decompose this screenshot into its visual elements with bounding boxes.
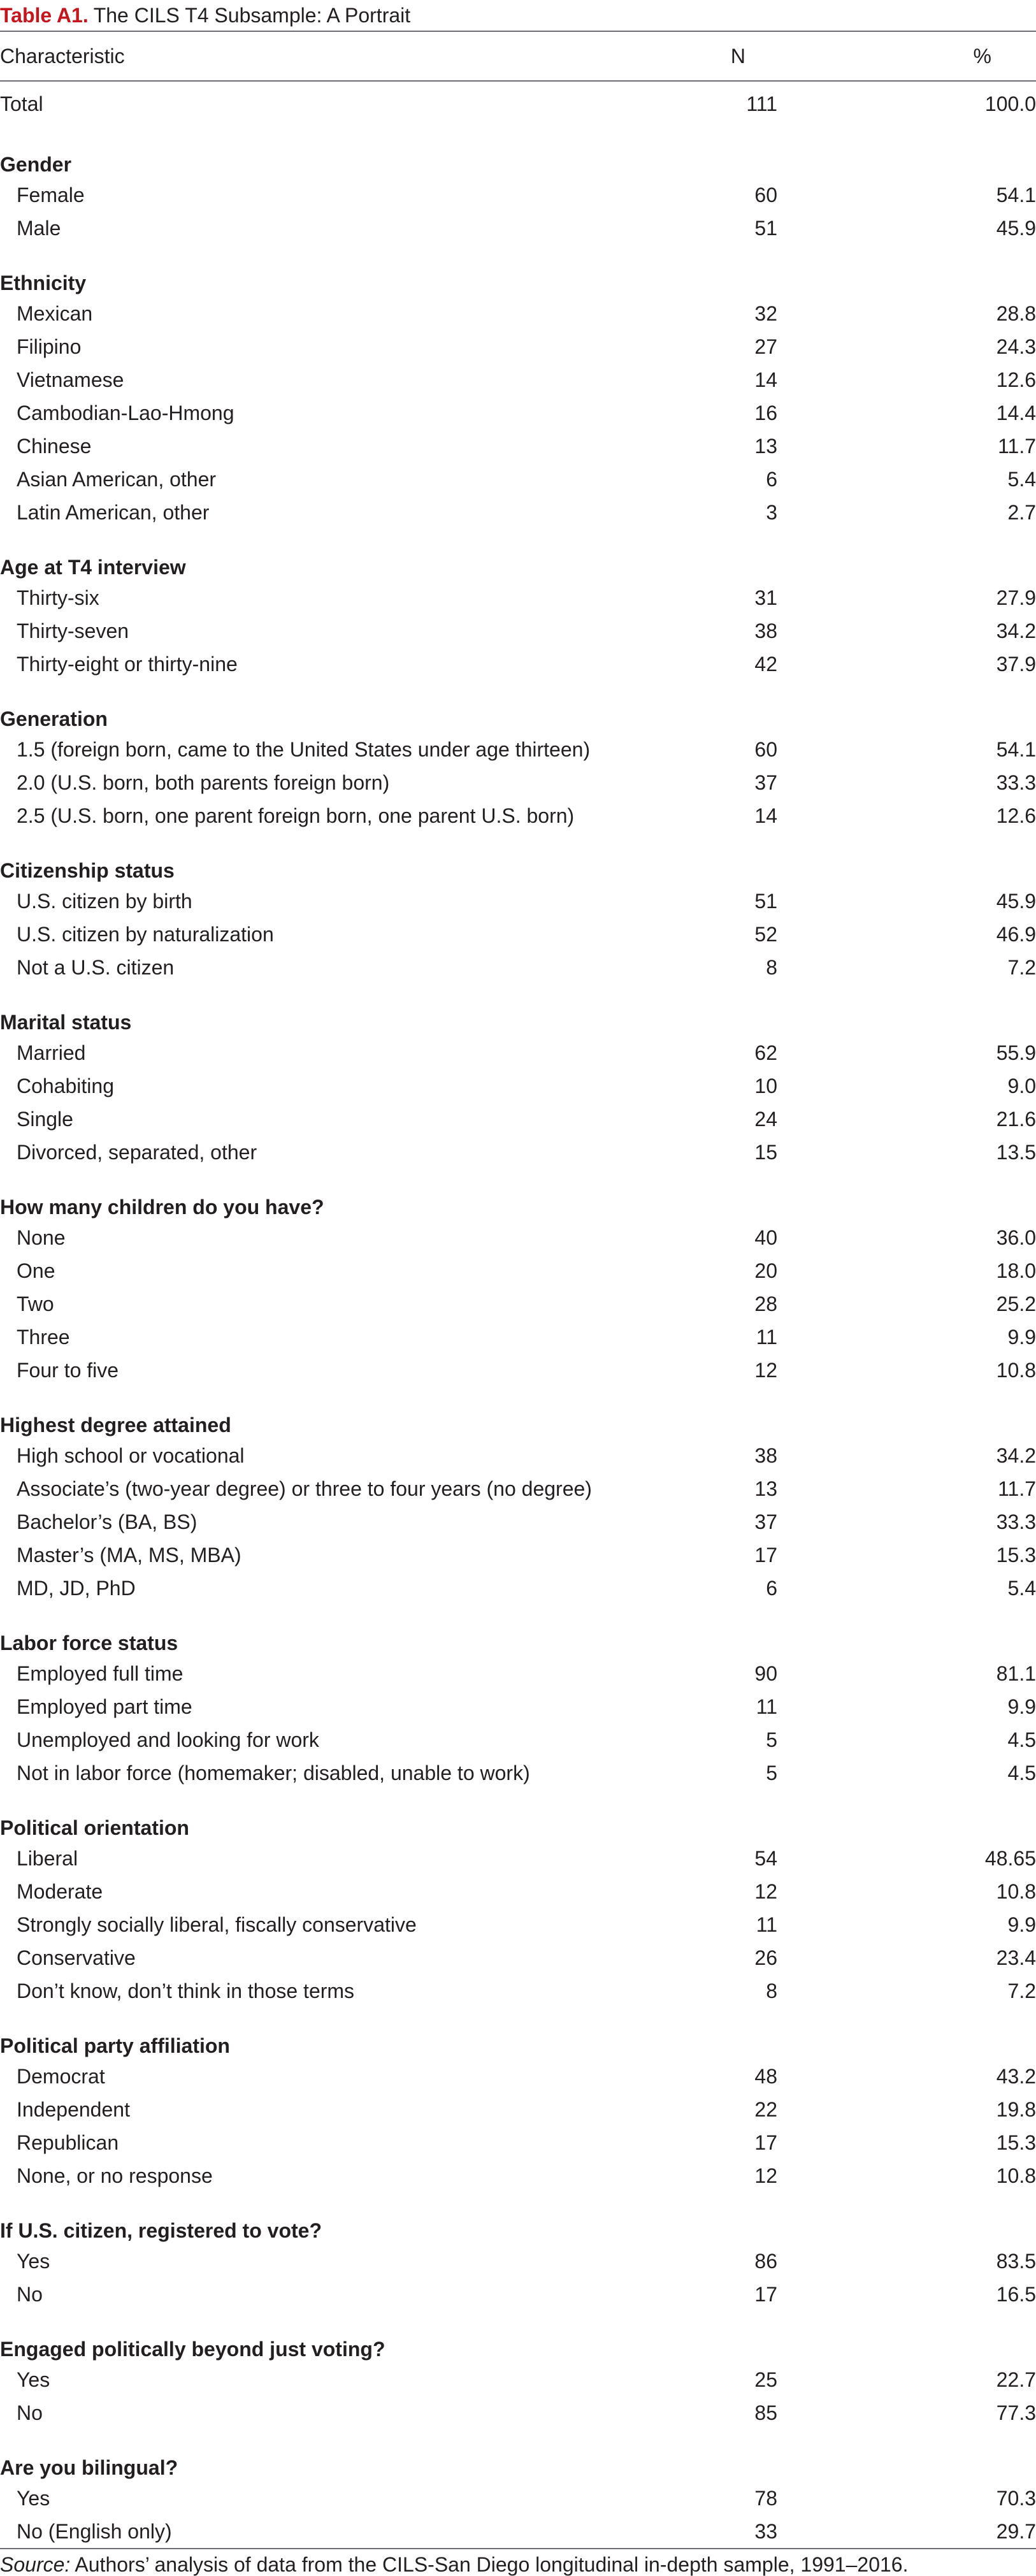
row-pct: 83.5 xyxy=(996,2250,1036,2273)
row-pct: 14.4 xyxy=(996,402,1036,424)
table-row xyxy=(0,212,1036,245)
row-n: 14 xyxy=(754,368,777,391)
row-pct: 43.2 xyxy=(996,2065,1036,2088)
table-row xyxy=(0,918,1036,951)
table-row xyxy=(0,1221,1036,1254)
row-label: Not in labor force (homemaker; disabled, unable to work) xyxy=(17,1762,530,1784)
row-label: Employed full time xyxy=(17,1662,183,1685)
row-pct: 7.2 xyxy=(1007,1979,1036,2002)
row-n: 11 xyxy=(756,1695,777,1718)
header-characteristic: Characteristic xyxy=(0,45,125,68)
table-row xyxy=(0,766,1036,799)
row-pct: 54.1 xyxy=(996,184,1036,206)
table-row xyxy=(0,1254,1036,1287)
row-n: 26 xyxy=(754,1946,777,1969)
row-pct: 10.8 xyxy=(996,1880,1036,1903)
row-n: 38 xyxy=(754,619,777,642)
row-n: 32 xyxy=(754,302,777,325)
row-label: Conservative xyxy=(17,1946,136,1969)
row-pct: 13.5 xyxy=(996,1141,1036,1164)
row-label: Republican xyxy=(17,2131,119,2154)
table-row xyxy=(0,463,1036,496)
row-pct: 4.5 xyxy=(1007,1762,1036,1784)
row-pct: 9.9 xyxy=(1007,1913,1036,1936)
total-row xyxy=(0,82,1036,126)
table-row xyxy=(0,2159,1036,2192)
row-pct: 4.5 xyxy=(1007,1728,1036,1751)
row-n: 40 xyxy=(754,1226,777,1249)
row-label: Mexican xyxy=(17,302,93,325)
table-row xyxy=(0,1472,1036,1505)
row-n: 14 xyxy=(754,804,777,827)
row-n: 17 xyxy=(754,2283,777,2306)
section-heading: Engaged politically beyond just voting? xyxy=(0,2338,385,2361)
row-pct: 15.3 xyxy=(996,1544,1036,1567)
table-title xyxy=(0,0,1036,31)
row-pct: 2.7 xyxy=(1007,501,1036,524)
row-label: Four to five xyxy=(17,1359,119,1382)
section-heading: Age at T4 interview xyxy=(0,556,186,579)
source-note xyxy=(0,2549,1036,2575)
section-heading: Political orientation xyxy=(0,1816,189,1839)
row-n: 15 xyxy=(754,1141,777,1164)
table-row xyxy=(0,2363,1036,2396)
row-pct: 46.9 xyxy=(996,923,1036,946)
row-n: 16 xyxy=(754,402,777,424)
row-label: Male xyxy=(17,217,61,240)
row-label: Not a U.S. citizen xyxy=(17,956,175,979)
row-n: 5 xyxy=(766,1728,777,1751)
section-heading: How many children do you have? xyxy=(0,1196,324,1219)
row-n: 17 xyxy=(754,1544,777,1567)
row-label: Female xyxy=(17,184,85,206)
row-pct: 36.0 xyxy=(996,1226,1036,1249)
table-row xyxy=(0,1321,1036,1354)
row-pct: 29.7 xyxy=(996,2520,1036,2543)
row-pct: 12.6 xyxy=(996,804,1036,827)
table-row xyxy=(0,1287,1036,1321)
row-pct: 45.9 xyxy=(996,217,1036,240)
row-pct: 25.2 xyxy=(996,1292,1036,1315)
table-row xyxy=(0,581,1036,614)
row-pct: 48.65 xyxy=(984,1847,1036,1870)
section-heading: Highest degree attained xyxy=(0,1414,231,1436)
row-pct: 11.7 xyxy=(998,1477,1036,1500)
table-row xyxy=(0,396,1036,430)
row-pct: 22.7 xyxy=(996,2368,1036,2391)
row-n: 90 xyxy=(754,1662,777,1685)
row-label: Associate’s (two-year degree) or three to four years (no degree) xyxy=(17,1477,592,1500)
row-pct: 5.4 xyxy=(1007,1577,1036,1600)
row-label: Independent xyxy=(17,2098,130,2121)
table-row xyxy=(0,951,1036,984)
total-n: 111 xyxy=(746,92,777,115)
table-row xyxy=(0,1657,1036,1690)
section-heading: Labor force status xyxy=(0,1632,178,1654)
row-n: 48 xyxy=(754,2065,777,2088)
row-n: 17 xyxy=(754,2131,777,2154)
table-row xyxy=(0,1842,1036,1875)
row-n: 31 xyxy=(754,586,777,609)
row-pct: 54.1 xyxy=(996,738,1036,761)
row-n: 62 xyxy=(754,1041,777,1064)
row-label: High school or vocational xyxy=(17,1444,245,1467)
row-label: No (English only) xyxy=(17,2520,172,2543)
row-pct: 34.2 xyxy=(996,1444,1036,1467)
table-row xyxy=(0,297,1036,330)
table-row xyxy=(0,2396,1036,2429)
row-label: Don’t know, don’t think in those terms xyxy=(17,1979,355,2002)
row-label: Single xyxy=(17,1108,73,1131)
row-pct: 18.0 xyxy=(996,1259,1036,1282)
table-row xyxy=(0,2060,1036,2093)
row-label: U.S. citizen by naturalization xyxy=(17,923,274,946)
row-n: 37 xyxy=(754,1510,777,1533)
table-body xyxy=(0,126,1036,2548)
row-label: Unemployed and looking for work xyxy=(17,1728,319,1751)
row-n: 22 xyxy=(754,2098,777,2121)
row-label: Cohabiting xyxy=(17,1075,114,1097)
section-heading: Ethnicity xyxy=(0,271,87,294)
row-label: One xyxy=(17,1259,55,1282)
row-label: Thirty-eight or thirty-nine xyxy=(17,653,238,676)
row-pct: 37.9 xyxy=(996,653,1036,676)
table-row xyxy=(0,885,1036,918)
row-label: Divorced, separated, other xyxy=(17,1141,257,1164)
table-row xyxy=(0,1069,1036,1103)
row-pct: 9.9 xyxy=(1007,1695,1036,1718)
row-n: 8 xyxy=(766,1979,777,2002)
row-n: 27 xyxy=(754,335,777,358)
section-heading: Generation xyxy=(0,707,108,730)
section-heading: Citizenship status xyxy=(0,859,175,882)
table-row xyxy=(0,330,1036,363)
table-title-label: Table A1. xyxy=(0,4,89,27)
row-pct: 10.8 xyxy=(996,1359,1036,1382)
row-label: None xyxy=(17,1226,66,1249)
row-pct: 5.4 xyxy=(1007,468,1036,491)
table-row xyxy=(0,430,1036,463)
row-label: Cambodian-Lao-Hmong xyxy=(17,402,234,424)
row-label: Vietnamese xyxy=(17,368,124,391)
table-row xyxy=(0,648,1036,681)
row-n: 11 xyxy=(756,1326,777,1349)
row-label: Democrat xyxy=(17,2065,105,2088)
row-label: Employed part time xyxy=(17,1695,192,1718)
row-n: 42 xyxy=(754,653,777,676)
table-row xyxy=(0,1690,1036,1723)
row-label: None, or no response xyxy=(17,2164,213,2187)
table-row xyxy=(0,2278,1036,2311)
row-label: Thirty-six xyxy=(17,586,99,609)
row-label: Filipino xyxy=(17,335,82,358)
row-label: Married xyxy=(17,1041,86,1064)
row-n: 5 xyxy=(766,1762,777,1784)
row-n: 3 xyxy=(766,501,777,524)
row-pct: 12.6 xyxy=(996,368,1036,391)
row-n: 86 xyxy=(754,2250,777,2273)
row-label: 2.5 (U.S. born, one parent foreign born, one parent U.S. born) xyxy=(17,804,575,827)
row-pct: 11.7 xyxy=(998,435,1036,458)
table-row xyxy=(0,1505,1036,1538)
row-pct: 10.8 xyxy=(996,2164,1036,2187)
section-heading: Are you bilingual? xyxy=(0,2456,178,2479)
row-n: 13 xyxy=(754,1477,777,1500)
table-row xyxy=(0,733,1036,766)
row-n: 37 xyxy=(754,771,777,794)
row-n: 54 xyxy=(754,1847,777,1870)
source-text: Authors’ analysis of data from the CILS-San Diego longitudinal in-depth sample, 1991–2016. xyxy=(75,2553,909,2576)
row-n: 11 xyxy=(756,1913,777,1936)
row-label: Asian American, other xyxy=(17,468,217,491)
table-row xyxy=(0,2245,1036,2278)
row-pct: 77.3 xyxy=(996,2401,1036,2424)
row-n: 13 xyxy=(754,435,777,458)
row-n: 78 xyxy=(754,2487,777,2510)
section-heading: Gender xyxy=(0,153,72,176)
row-pct: 45.9 xyxy=(996,890,1036,913)
section-heading: Marital status xyxy=(0,1011,132,1034)
table-row xyxy=(0,1572,1036,1605)
row-label: 1.5 (foreign born, came to the United States under age thirteen) xyxy=(17,738,591,761)
row-label: Liberal xyxy=(17,1847,78,1870)
row-pct: 34.2 xyxy=(996,619,1036,642)
row-pct: 9.0 xyxy=(1007,1075,1036,1097)
row-pct: 21.6 xyxy=(996,1108,1036,1131)
row-n: 24 xyxy=(754,1108,777,1131)
row-n: 51 xyxy=(754,890,777,913)
row-pct: 81.1 xyxy=(996,1662,1036,1685)
row-pct: 33.3 xyxy=(996,771,1036,794)
row-label: Strongly socially liberal, fiscally conservative xyxy=(17,1913,417,1936)
row-n: 12 xyxy=(754,2164,777,2187)
row-n: 52 xyxy=(754,923,777,946)
row-label: Three xyxy=(17,1326,70,1349)
table-row xyxy=(0,1756,1036,1790)
table-row xyxy=(0,1036,1036,1069)
row-n: 85 xyxy=(754,2401,777,2424)
header-n: N xyxy=(730,45,745,68)
row-pct: 19.8 xyxy=(996,2098,1036,2121)
row-pct: 24.3 xyxy=(996,335,1036,358)
table-row xyxy=(0,1974,1036,2008)
table-row xyxy=(0,1538,1036,1572)
row-label: No xyxy=(17,2401,43,2424)
section-heading: If U.S. citizen, registered to vote? xyxy=(0,2219,322,2242)
row-n: 25 xyxy=(754,2368,777,2391)
table-row xyxy=(0,1354,1036,1387)
table-row xyxy=(0,1103,1036,1136)
table-row xyxy=(0,496,1036,529)
row-n: 51 xyxy=(754,217,777,240)
header-pct: % xyxy=(973,45,991,68)
row-label: Latin American, other xyxy=(17,501,210,524)
row-n: 12 xyxy=(754,1880,777,1903)
row-pct: 15.3 xyxy=(996,2131,1036,2154)
row-n: 12 xyxy=(754,1359,777,1382)
row-n: 33 xyxy=(754,2520,777,2543)
row-n: 60 xyxy=(754,184,777,206)
total-pct: 100.0 xyxy=(984,92,1036,115)
row-label: Moderate xyxy=(17,1880,103,1903)
table-row xyxy=(0,1908,1036,1941)
table-row xyxy=(0,2515,1036,2548)
row-pct: 27.9 xyxy=(996,586,1036,609)
row-label: No xyxy=(17,2283,43,2306)
row-pct: 55.9 xyxy=(996,1041,1036,1064)
row-label: Yes xyxy=(17,2487,50,2510)
row-label: Master’s (MA, MS, MBA) xyxy=(17,1544,241,1567)
row-n: 8 xyxy=(766,956,777,979)
row-label: Two xyxy=(17,1292,54,1315)
table-row xyxy=(0,178,1036,212)
row-pct: 9.9 xyxy=(1007,1326,1036,1349)
row-label: Bachelor’s (BA, BS) xyxy=(17,1510,198,1533)
row-label: Yes xyxy=(17,2368,50,2391)
row-pct: 28.8 xyxy=(996,302,1036,325)
row-pct: 16.5 xyxy=(996,2283,1036,2306)
table-row xyxy=(0,1941,1036,1974)
table-row xyxy=(0,2126,1036,2159)
table-header xyxy=(0,32,1036,80)
row-n: 6 xyxy=(766,1577,777,1600)
row-pct: 23.4 xyxy=(996,1946,1036,1969)
table-row xyxy=(0,363,1036,396)
row-label: Yes xyxy=(17,2250,50,2273)
table-row xyxy=(0,799,1036,832)
table-row xyxy=(0,1723,1036,1756)
table-row xyxy=(0,2482,1036,2515)
table-row xyxy=(0,1875,1036,1908)
row-n: 38 xyxy=(754,1444,777,1467)
row-label: U.S. citizen by birth xyxy=(17,890,192,913)
row-label: Thirty-seven xyxy=(17,619,129,642)
table-title-text: The CILS T4 Subsample: A Portrait xyxy=(93,4,411,27)
row-label: MD, JD, PhD xyxy=(17,1577,136,1600)
row-n: 10 xyxy=(754,1075,777,1097)
row-pct: 70.3 xyxy=(996,2487,1036,2510)
table-row xyxy=(0,1439,1036,1472)
row-label: Chinese xyxy=(17,435,92,458)
source-label: Source: xyxy=(0,2553,71,2576)
table-row xyxy=(0,2093,1036,2126)
total-label: Total xyxy=(0,92,43,115)
row-n: 6 xyxy=(766,468,777,491)
row-label: 2.0 (U.S. born, both parents foreign born) xyxy=(17,771,390,794)
table-row xyxy=(0,614,1036,648)
section-heading: Political party affiliation xyxy=(0,2034,230,2057)
row-n: 20 xyxy=(754,1259,777,1282)
row-n: 60 xyxy=(754,738,777,761)
table-row xyxy=(0,1136,1036,1169)
row-pct: 7.2 xyxy=(1007,956,1036,979)
row-n: 28 xyxy=(754,1292,777,1315)
row-pct: 33.3 xyxy=(996,1510,1036,1533)
